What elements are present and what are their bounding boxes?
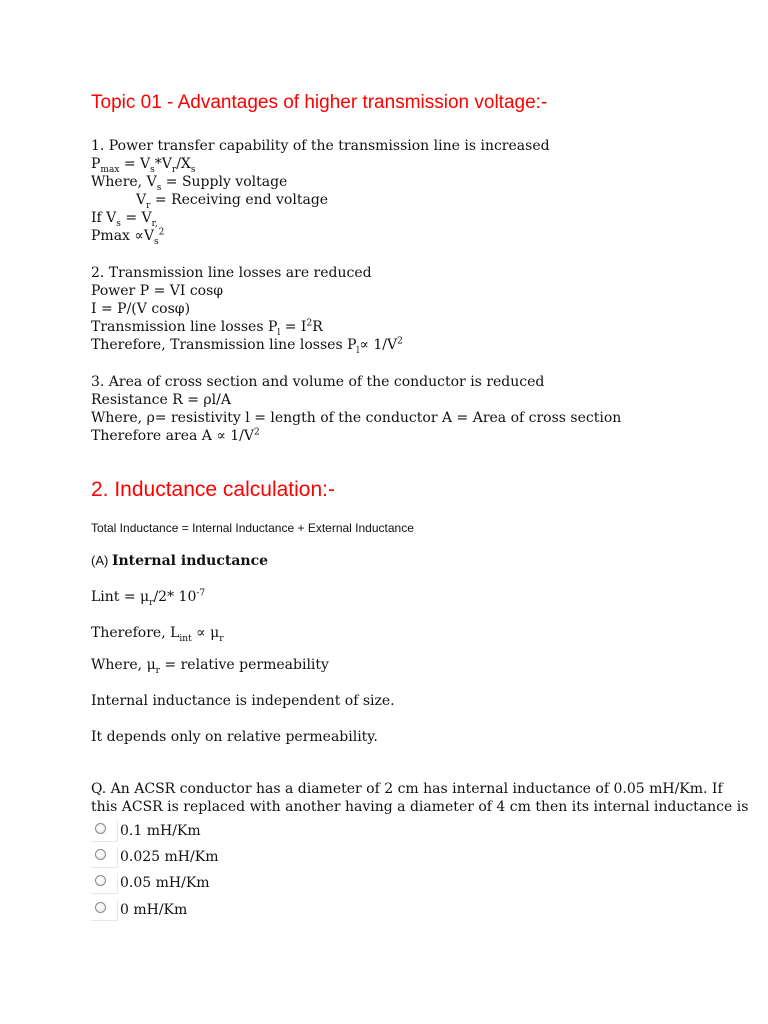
where-vr: $V_r$ = Receiving end voltage bbox=[136, 192, 329, 211]
power-formula: Power P = VI cosφ bbox=[91, 283, 224, 299]
point-2-text: 2. Transmission line losses are reduced bbox=[91, 265, 372, 281]
if-vs-vr: If $V_s = V_{r,}$ bbox=[91, 210, 158, 229]
option-1[interactable] bbox=[91, 820, 201, 842]
radio-button[interactable] bbox=[95, 875, 106, 886]
inductance-title: 2. Inductance calculation:- bbox=[91, 478, 335, 501]
lint-formula: Lint = $\mu_r/2*$ $10^{-7}$ bbox=[91, 588, 206, 608]
total-inductance: Total Inductance = Internal Inductance + External Inductance bbox=[91, 521, 414, 535]
area-proportional: Therefore area $A \propto 1/V^2$ bbox=[91, 427, 260, 444]
topic-title: Topic 01 - Advantages of higher transmission voltage:- bbox=[91, 92, 548, 113]
option-label: 0.1 mH/Km bbox=[120, 823, 201, 839]
losses-formula: Transmission line losses $P_l = I^2R$ bbox=[91, 318, 323, 338]
radio-button[interactable] bbox=[95, 849, 106, 860]
radio-button[interactable] bbox=[95, 823, 106, 834]
option-label: 0.05 mH/Km bbox=[120, 875, 210, 891]
option-3[interactable] bbox=[91, 872, 210, 894]
mu-definition: Where, $\mu_r$ = relative permeability bbox=[91, 657, 329, 676]
option-4[interactable] bbox=[91, 899, 187, 921]
question-line-2: this ACSR is replaced with another having a diameter of 4 cm then its internal inductance is bbox=[91, 799, 749, 815]
where-vs: Where, $V_s$ = Supply voltage bbox=[91, 174, 288, 193]
question-line-1: Q. An ACSR conductor has a diameter of 2 cm has internal inductance of 0.05 mH/Km. If bbox=[91, 781, 723, 797]
pmax-proportional: $Pmax \propto V_s^2$ bbox=[91, 227, 165, 247]
resistance-formula: Resistance R = ρl/A bbox=[91, 392, 231, 408]
option-label: 0.025 mH/Km bbox=[120, 849, 219, 865]
internal-inductance-heading: (A) Internal inductance bbox=[91, 553, 269, 569]
resistivity-definition: Where, ρ= resistivity l = length of the conductor A = Area of cross section bbox=[91, 410, 622, 426]
lint-proportional: Therefore, $L_{int} \propto \mu_r$ bbox=[91, 625, 224, 644]
point-1-text: 1. Power transfer capability of the transmission line is increased bbox=[91, 138, 550, 154]
depends-statement: It depends only on relative permeability. bbox=[91, 729, 378, 745]
current-formula: I = P/(V cosφ) bbox=[91, 301, 191, 317]
independent-statement: Internal inductance is independent of size. bbox=[91, 693, 395, 709]
option-label: 0 mH/Km bbox=[120, 902, 188, 918]
pmax-formula: $P_{max} = V_s*V_r/X_s$ bbox=[91, 156, 196, 175]
radio-button[interactable] bbox=[95, 902, 106, 913]
point-3-text: 3. Area of cross section and volume of the conductor is reduced bbox=[91, 374, 545, 390]
option-2[interactable] bbox=[91, 846, 218, 868]
losses-proportional: Therefore, Transmission line losses $P_l\propto 1/V^2$ bbox=[91, 336, 403, 356]
